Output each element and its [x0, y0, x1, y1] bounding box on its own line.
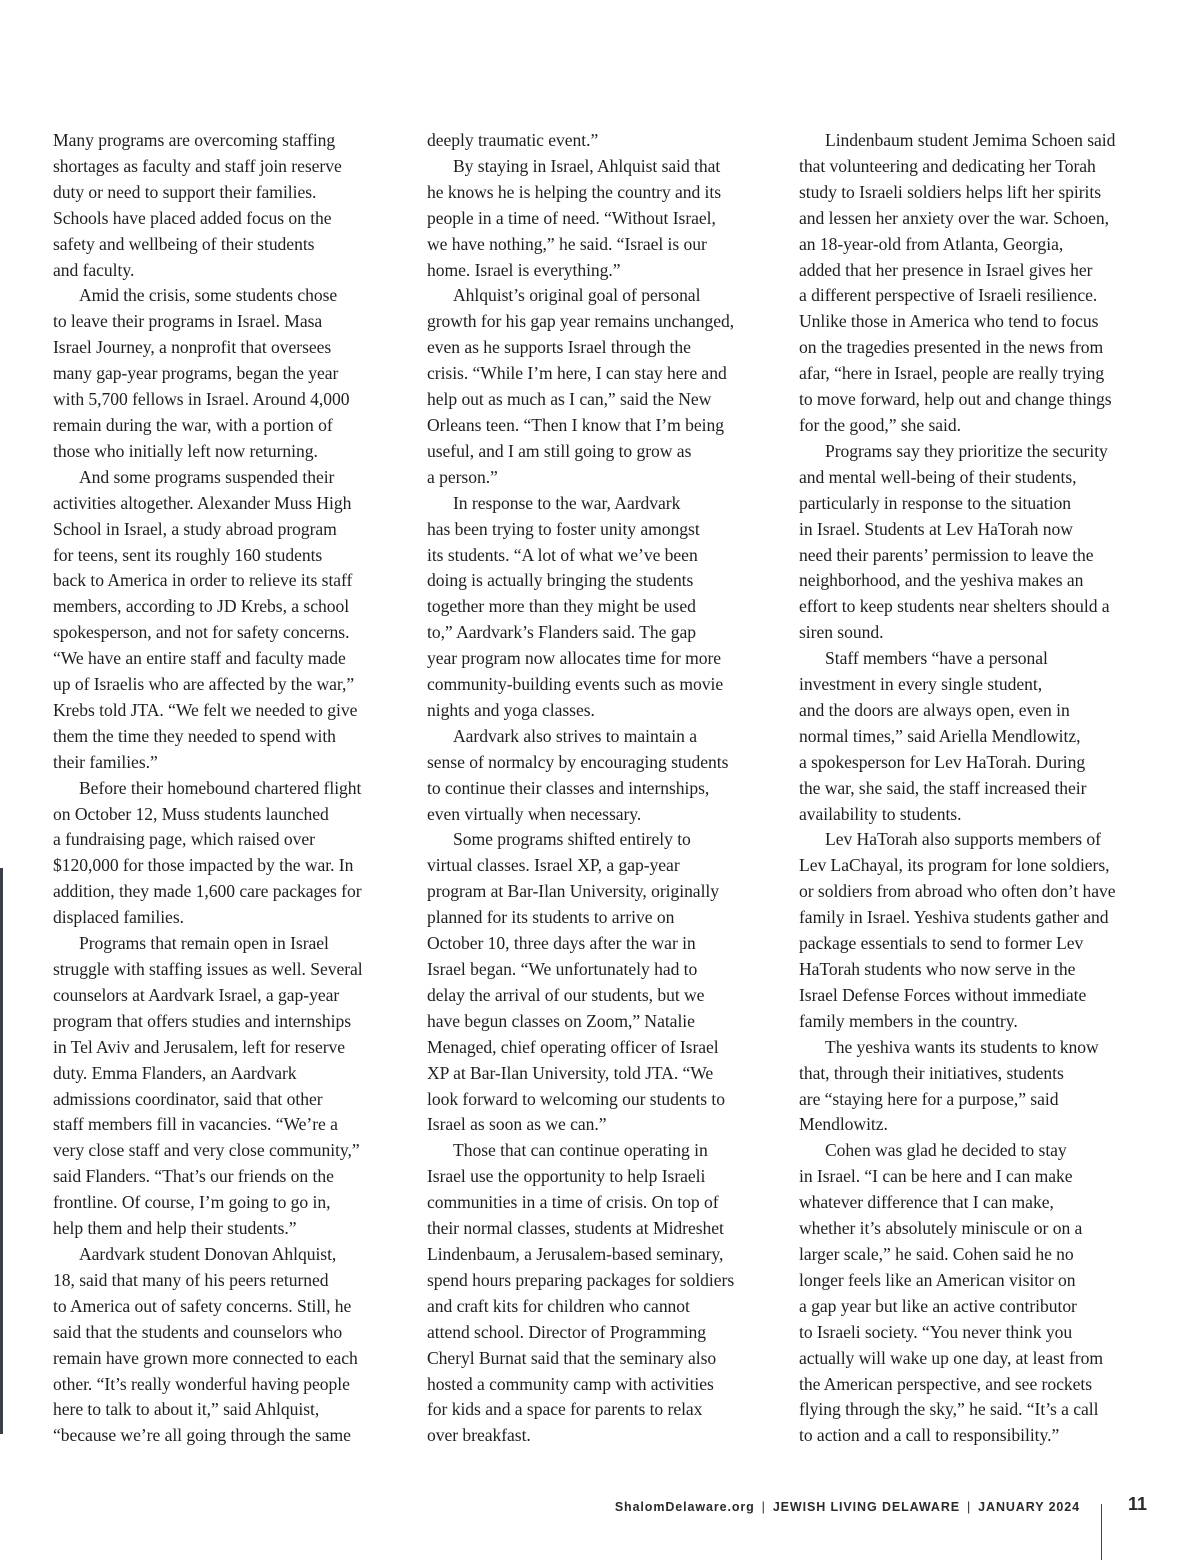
paragraph: Staff members “have a personal investment in every single student, and the doors are always open, even in normal times,” said Ariella Mendlowitz, a spokesperson for Lev HaTorah. During the war, she said, the staff increased their availability to students.: [799, 648, 1087, 824]
footer-date: JANUARY 2024: [978, 1500, 1080, 1514]
paragraph: Lev HaTorah also supports members of Lev LaChayal, its program for lone soldiers, or soldiers from abroad who often don’t have family in Israel. Yeshiva students gather and package essentials to send to former Lev HaTorah students who now serve in the Israel Defense Forces without immediate family members in the country.: [799, 829, 1116, 1031]
paragraph: Aardvark also strives to maintain a sense of normalcy by encouraging students to continue their classes and internships, even virtually when necessary.: [427, 725, 729, 824]
footer-publication: JEWISH LIVING DELAWARE: [772, 1500, 961, 1514]
article-column-1: [53, 128, 405, 1449]
article-column-3: [799, 128, 1151, 1449]
paragraph: The yeshiva wants its students to know that, through their initiatives, students are “staying here for a purpose,” said Mendlowitz.: [799, 1036, 1099, 1135]
paragraph: And some programs suspended their activities altogether. Alexander Muss High School in Israel, a study abroad program for teens, sent its roughly 160 students back to America in order to relieve its staff members, according to JD Krebs, a school spokesperson, and not for safety concerns. “We have an entire staff and faculty made up of Israelis who are affected by the war,” Krebs told JTA. “We felt we needed to give them the time they needed to spend with their families.”: [53, 466, 358, 772]
paragraph: By staying in Israel, Ahlquist said that he knows he is helping the country and its people in a time of need. “Without Israel, we have nothing,” he said. “Israel is our home. Israel is everything.”: [427, 155, 722, 280]
paragraph: Ahlquist’s original goal of personal growth for his gap year remains unchanged, even as he supports Israel through the crisis. “While I’m here, I can stay here and help out as much as I can,” said the New Orleans teen. “Then I know that I’m being useful, and I am still going to grow as a person.”: [427, 285, 735, 487]
paragraph: Amid the crisis, some students chose to leave their programs in Israel. Masa Israel Journey, a nonprofit that oversees many gap-year programs, began the year with 5,700 fellows in Israel. Around 4,000 remain during the war, with a portion of those who initially left now returning.: [53, 285, 350, 461]
article-column-2: [427, 128, 779, 1449]
paragraph: Before their homebound chartered flight on October 12, Muss students launched a fundraising page, which raised over $120,000 for those impacted by the war. In addition, they made 1,600 care packages for displaced families.: [53, 777, 362, 928]
paragraph: Lindenbaum student Jemima Schoen said that volunteering and dedicating her Torah study to Israeli soldiers helps lift her spirits and lessen her anxiety over the war. Schoen, an 18-year-old from Atlanta, Georgia, added that her presence in Israel gives her a different perspective of Israeli resilience. Unlike those in America who tend to focus on the tragedies presented in the news from afar, “here in Israel, people are really trying to move forward, help out and change things for the good,” she said.: [799, 130, 1116, 435]
page-number: 11: [1128, 1494, 1148, 1514]
paragraph: Those that can continue operating in Israel use the opportunity to help Israeli communities in a time of crisis. On top of their normal classes, students at Midreshet Lindenbaum, a Jerusalem-based seminary, spend hours preparing packages for soldiers and craft kits for children who cannot attend school. Director of Programming Cheryl Burnat said that the seminary also hosted a community camp with activities for kids and a space for parents to relax over breakfast.: [427, 1140, 735, 1446]
left-edge-image-strip: [0, 868, 3, 1434]
footer-separator: |: [967, 1500, 972, 1514]
paragraph: In response to the war, Aardvark has been trying to foster unity amongst its students. “A lot of what we’ve been doing is actually bringing the students together more than they might be used to,” Aardvark’s Flanders said. The gap year program now allocates time for more community-building events such as movie nights and yoga classes.: [427, 492, 724, 720]
paragraph: Aardvark student Donovan Ahlquist, 18, said that many of his peers returned to America out of safety concerns. Still, he said that the students and counselors who remain have grown more connected to each other. “It’s really wonderful having people here to talk to about it,” said Ahlquist, “because we’re all going through the same: [53, 1243, 358, 1446]
paragraph: Cohen was glad he decided to stay in Israel. “I can be here and I can make whatever difference that I can make, whether it’s absolutely miniscule or on a larger scale,” he said. Cohen said he no longer feels like an American visitor on a gap year but like an active contributor to Israeli society. “You never think you actually will wake up one day, at least from the American perspective, and see rockets flying through the sky,” he said. “It’s a call to action and a call to responsibility.”: [799, 1140, 1103, 1446]
footer-website: ShalomDelaware.org: [614, 1500, 755, 1514]
paragraph: Some programs shifted entirely to virtual classes. Israel XP, a gap-year program at Bar-Ilan University, originally planned for its students to arrive on October 10, three days after the war in Israel began. “We unfortunately had to delay the arrival of our students, but we have begun classes on Zoom,” Natalie Menaged, chief operating officer of Israel XP at Bar-Ilan University, told JTA. “We look forward to welcoming our students to Israel as soon as we can.”: [427, 829, 725, 1135]
paragraph: deeply traumatic event.”: [427, 130, 599, 150]
footer-divider: [1101, 1504, 1102, 1560]
paragraph: Programs say they prioritize the security and mental well-being of their students, particularly in response to the situation in Israel. Students at Lev HaTorah now need their parents’ permission to leave the neighborhood, and the yeshiva makes an effort to keep students near shelters should a siren sound.: [799, 440, 1110, 643]
paragraph: Many programs are overcoming staffing shortages as faculty and staff join reserve duty or need to support their families. Schools have placed added focus on the safety and wellbeing of their students and faculty.: [53, 130, 342, 280]
footer-separator: |: [761, 1500, 766, 1514]
paragraph: Programs that remain open in Israel struggle with staffing issues as well. Several counselors at Aardvark Israel, a gap-year program that offers studies and internships in Tel Aviv and Jerusalem, left for reserve duty. Emma Flanders, an Aardvark admissions coordinator, said that other staff members fill in vacancies. “We’re a very close staff and very close community,” said Flanders. “That’s our friends on the frontline. Of course, I’m going to go in, help them and help their students.”: [53, 933, 363, 1239]
page-footer: [560, 1498, 1080, 1516]
